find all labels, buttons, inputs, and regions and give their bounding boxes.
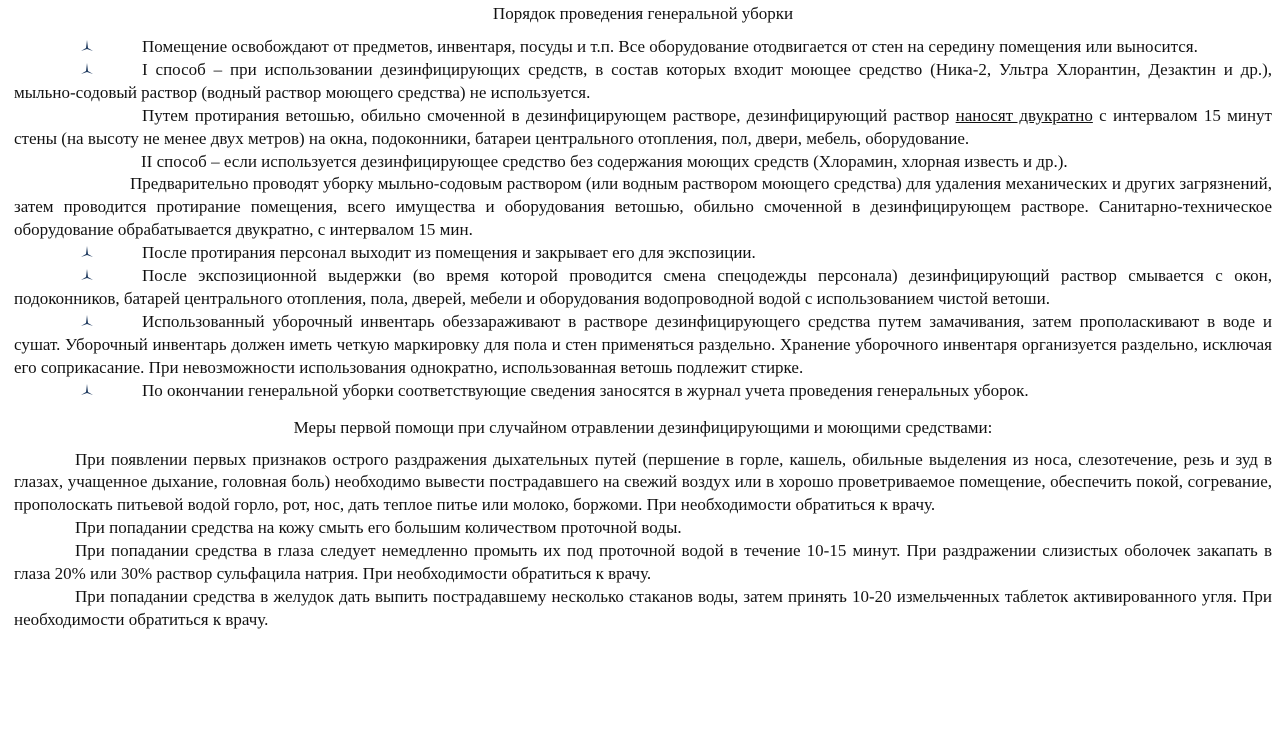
list-item xyxy=(14,380,1272,403)
arrow-bullet-icon xyxy=(80,381,94,395)
paragraph-text: Использованный уборочный инвентарь обеззараживают в растворе дезинфицирующего средства путем замачивания, затем прополаскивают в воде и сушат. Уборочный инвентарь должен иметь четкую маркировку для пола и стен применяться раздельно. Хранение уборочного инвентаря организуется раздельно, исключая его соприкасание. При невозможности использования однократно, использованная ветошь подлежит стирке. xyxy=(14,311,1272,377)
paragraph: При появлении первых признаков острого раздражения дыхательных путей (першение в горле, кашель, обильные выделения из носа, слезотечение, резь и зуд в глазах, учащенное дыхание, головная боль) необходимо вывести пострадавшего на свежий воздух или в хорошо проветриваемое помещение, обеспечить покой, согревание, прополоскать питьевой водой горло, рот, нос, дать теплое питье или молоко, боржоми. При необходимости обратиться к врачу. xyxy=(14,449,1272,515)
paragraph: При попадании средства в глаза следует немедленно промыть их под проточной водой в течение 10-15 минут. При раздражении слизистых оболочек закапать в глаза 20% или 30% раствор сульфацила натрия. При необходимости обратиться к врачу. xyxy=(14,541,1272,584)
arrow-bullet-icon xyxy=(80,37,94,51)
section-title: Меры первой помощи при случайном отравлении дезинфицирующими и моющими средствами: xyxy=(293,417,993,437)
paragraph: При попадании средства в желудок дать выпить пострадавшему несколько стаканов воды, затем принять 10-20 измельченных таблеток активированного угля. При необходимости обратиться к врачу. xyxy=(14,586,1272,629)
list-item xyxy=(14,59,1272,105)
arrow-bullet-icon xyxy=(80,266,94,280)
paragraph-text: После экспозиционной выдержки (во время которой проводится смена спецодежды персонала) дезинфицирующий раствор смывается с окон, подоконников, батарей центрального отопления, пола, дверей, мебели и оборудования водопроводной водой с использованием чистой ветоши. xyxy=(14,266,1272,308)
list-item xyxy=(14,265,1272,311)
arrow-bullet-icon xyxy=(80,312,94,326)
list-item xyxy=(14,311,1272,380)
arrow-bullet-icon xyxy=(80,60,94,74)
paragraph: При попадании средства на кожу смыть его большим количеством проточной воды. xyxy=(75,518,682,538)
paragraph xyxy=(14,105,1272,151)
paragraph-text: I способ – при использовании дезинфицирующих средств, в состав которых входит моющее средство (Ника-2, Ультра Хлорантин, Дезактин и др.), мыльно-содовый раствор (водный раствор моющего средства) не используется. xyxy=(14,59,1272,102)
list-item xyxy=(14,242,1272,265)
document-page xyxy=(14,3,1272,632)
paragraph-text: По окончании генеральной уборки соответствующие сведения заносятся в журнал учета проведения генеральных уборок. xyxy=(142,380,1029,400)
list-item xyxy=(14,36,1272,59)
underlined-text: наносят двукратно xyxy=(955,105,1093,125)
paragraph-text: Путем протирания ветошью, обильно смоченной в дезинфицирующем растворе, дезинфицирующий раствор xyxy=(142,105,956,125)
page-title: Порядок проведения генеральной уборки xyxy=(492,4,794,23)
paragraph-text: После протирания персонал выходит из помещения и закрывает его для экспозиции. xyxy=(142,243,756,263)
paragraph: II способ – если используется дезинфицирующее средство без содержания моющих средств (Хлорамин, хлорная известь и др.). xyxy=(141,151,1068,171)
paragraph-text: Помещение освобождают от предметов, инвентаря, посуды и т.п. Все оборудование отодвигается от стен на середину помещения или выносится. xyxy=(142,37,1198,56)
paragraph-text: с интервалом 15 минут стены (на высоту не менее двух метров) на окна, подоконники, батареи центрального отопления, пол, двери, мебель, оборудование. xyxy=(14,105,1272,148)
paragraph: Предварительно проводят уборку мыльно-содовым раствором (или водным раствором моющего средства) для удаления механических и других загрязнений, затем проводится протирание помещения, всего имущества и оборудования ветошью, обильно смоченной в дезинфицирующем растворе. Санитарно-техническое оборудование обрабатывается двукратно, с интервалом 15 мин. xyxy=(14,174,1272,240)
arrow-bullet-icon xyxy=(80,243,94,257)
